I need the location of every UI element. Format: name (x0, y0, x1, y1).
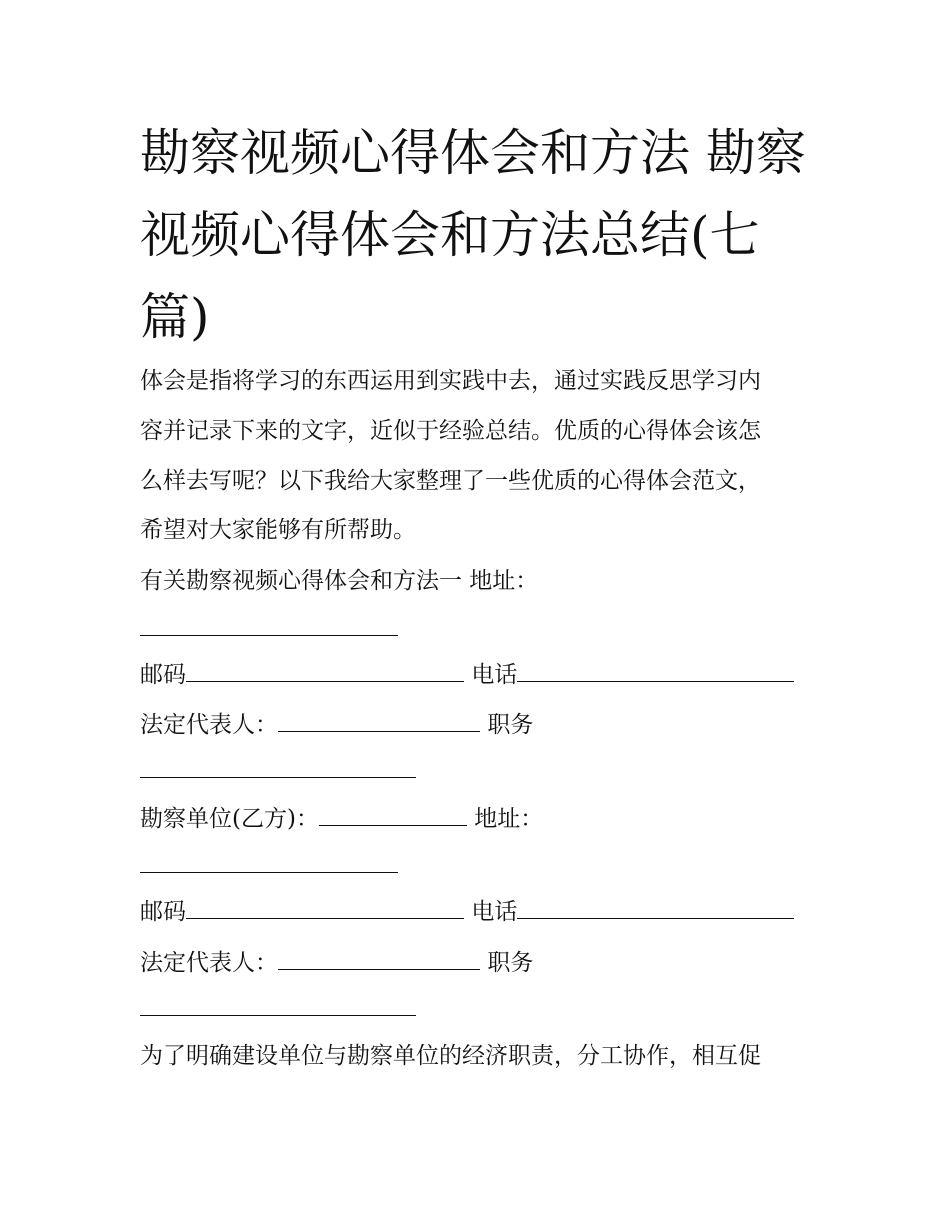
party-b-postcode-row (140, 887, 820, 937)
closing-line: 为了明确建设单位与勘察单位的经济职责，分工协作，相互促 (140, 1043, 761, 1069)
position-label-a: 职务 (487, 712, 534, 738)
document-title (140, 112, 820, 358)
postcode-blank-a (186, 655, 464, 682)
legal-rep-blank-b (278, 943, 480, 970)
title-line-2: 视频心得体会和方法总结(七 (140, 206, 760, 264)
intro-line-3: 么样去写呢？以下我给大家整理了一些优质的心得体会范文， (140, 468, 761, 494)
phone-blank-a (517, 655, 794, 682)
position-label-b: 职务 (487, 950, 534, 976)
title-line-1: 勘察视频心得体会和方法 勘察 (140, 124, 806, 182)
position-blank-b (140, 1014, 416, 1016)
phone-label-a: 电话 (471, 662, 518, 688)
postcode-label-a: 邮码 (140, 662, 186, 688)
legal-rep-label-a: 法定代表人： (140, 712, 278, 738)
position-blank-a (140, 776, 416, 778)
intro-line-2: 容并记录下来的文字，近似于经验总结。优质的心得体会该怎 (140, 418, 761, 444)
phone-label-b: 电话 (471, 899, 518, 925)
unit-blank-b (319, 799, 467, 826)
postcode-blank-b (186, 892, 464, 919)
address-blank-b (140, 871, 398, 873)
title-line-3: 篇) (140, 288, 210, 346)
unit-label-b: 勘察单位(乙方)： (140, 806, 319, 832)
party-b-legal-rep-row (140, 938, 820, 988)
party-a-legal-rep-row (140, 700, 820, 750)
section-heading: 有关勘察视频心得体会和方法一 地址： (140, 568, 539, 594)
legal-rep-blank-a (278, 705, 480, 732)
address-blank-a (140, 634, 398, 636)
intro-line-4: 希望对大家能够有所帮助。 (140, 517, 416, 543)
address-label-b: 地址： (474, 806, 544, 832)
party-a-postcode-row (140, 650, 820, 700)
postcode-label-b: 邮码 (140, 899, 186, 925)
legal-rep-label-b: 法定代表人： (140, 950, 278, 976)
phone-blank-b (517, 892, 794, 919)
party-b-unit-row (140, 794, 820, 844)
intro-line-1: 体会是指将学习的东西运用到实践中去，通过实践反思学习内 (140, 368, 761, 394)
